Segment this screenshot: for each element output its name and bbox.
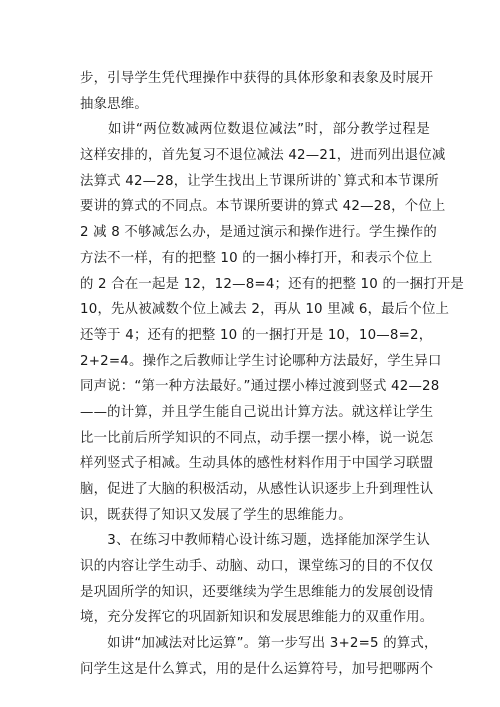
text-line: 2 减 8 不够减怎么办，是通过演示和操作进行。学生操作的: [80, 225, 437, 241]
text-line: 问学生这是什么算式，用的是什么运算符号，加号把哪两个: [80, 661, 434, 677]
text-line: 还等于 4；还有的把整 10 的一捆打开是 10，10—8=2，: [80, 327, 433, 343]
text-line: 脑，促进了大脑的积极活动，从感性认识逐步上升到理性认: [80, 482, 434, 497]
text-line: 识，既获得了知识又发展了学生的思维能力。: [80, 507, 352, 523]
text-line: 识的内容让学生动手、动脑、动口，课堂练习的目的不仅仅: [80, 559, 434, 575]
text-line: 样列竖式子相减。生动具体的感性材料作用于中国学习联盟: [80, 456, 434, 472]
document-body: [80, 66, 464, 683]
text-line: 抽象思维。: [80, 96, 148, 112]
text-line: 要讲的算式的不同点。本节课所要讲的算式 42—28，个位上: [80, 199, 446, 215]
text-line: 境，充分发挥它的巩固新知识和发展思维能力的双重作用。: [80, 610, 434, 626]
text-line: 同声说：“第一种方法最好。”通过摆小棒过渡到竖式 42—28: [80, 379, 440, 395]
text-line: 的 2 合在一起是 12，12—8=4；还有的把整 10 的一捆打开是: [80, 276, 464, 292]
text-line: 如讲“两位数减两位数退位减法”时，部分教学过程是: [80, 122, 430, 138]
text-line: ——的计算，并且学生能自己说出计算方法。就这样让学生: [80, 404, 434, 420]
text-line: 10，先从被减数个位上减去 2，再从 10 里减 6，最后个位上: [80, 302, 450, 318]
text-line: 3、在练习中教师精心设计练习题，选择能加深学生认: [80, 533, 430, 549]
text-line: 步，引导学生凭代理操作中获得的具体形象和表象及时展开: [80, 71, 434, 86]
text-line: 比一比前后所学知识的不同点，动手摆一摆小棒，说一说怎: [80, 430, 434, 446]
text-line: 如讲“加减法对比运算”。第一步写出 3+2=5 的算式，: [80, 636, 438, 652]
text-line: 法算式 42—28，让学生找出上节课所讲的`算式和本节课所: [80, 173, 439, 189]
text-line: 这样安排的，首先复习不退位减法 42—21，进而列出退位减: [80, 148, 446, 164]
text-line: 方法不一样，有的把整 10 的一捆小棒打开，和表示个位上: [80, 250, 433, 266]
text-line: 是巩固所学的知识，还要继续为学生思维能力的发展创设情: [80, 584, 434, 600]
text-line: 2+2=4。操作之后教师让学生讨论哪种方法最好，学生异口: [80, 353, 442, 369]
